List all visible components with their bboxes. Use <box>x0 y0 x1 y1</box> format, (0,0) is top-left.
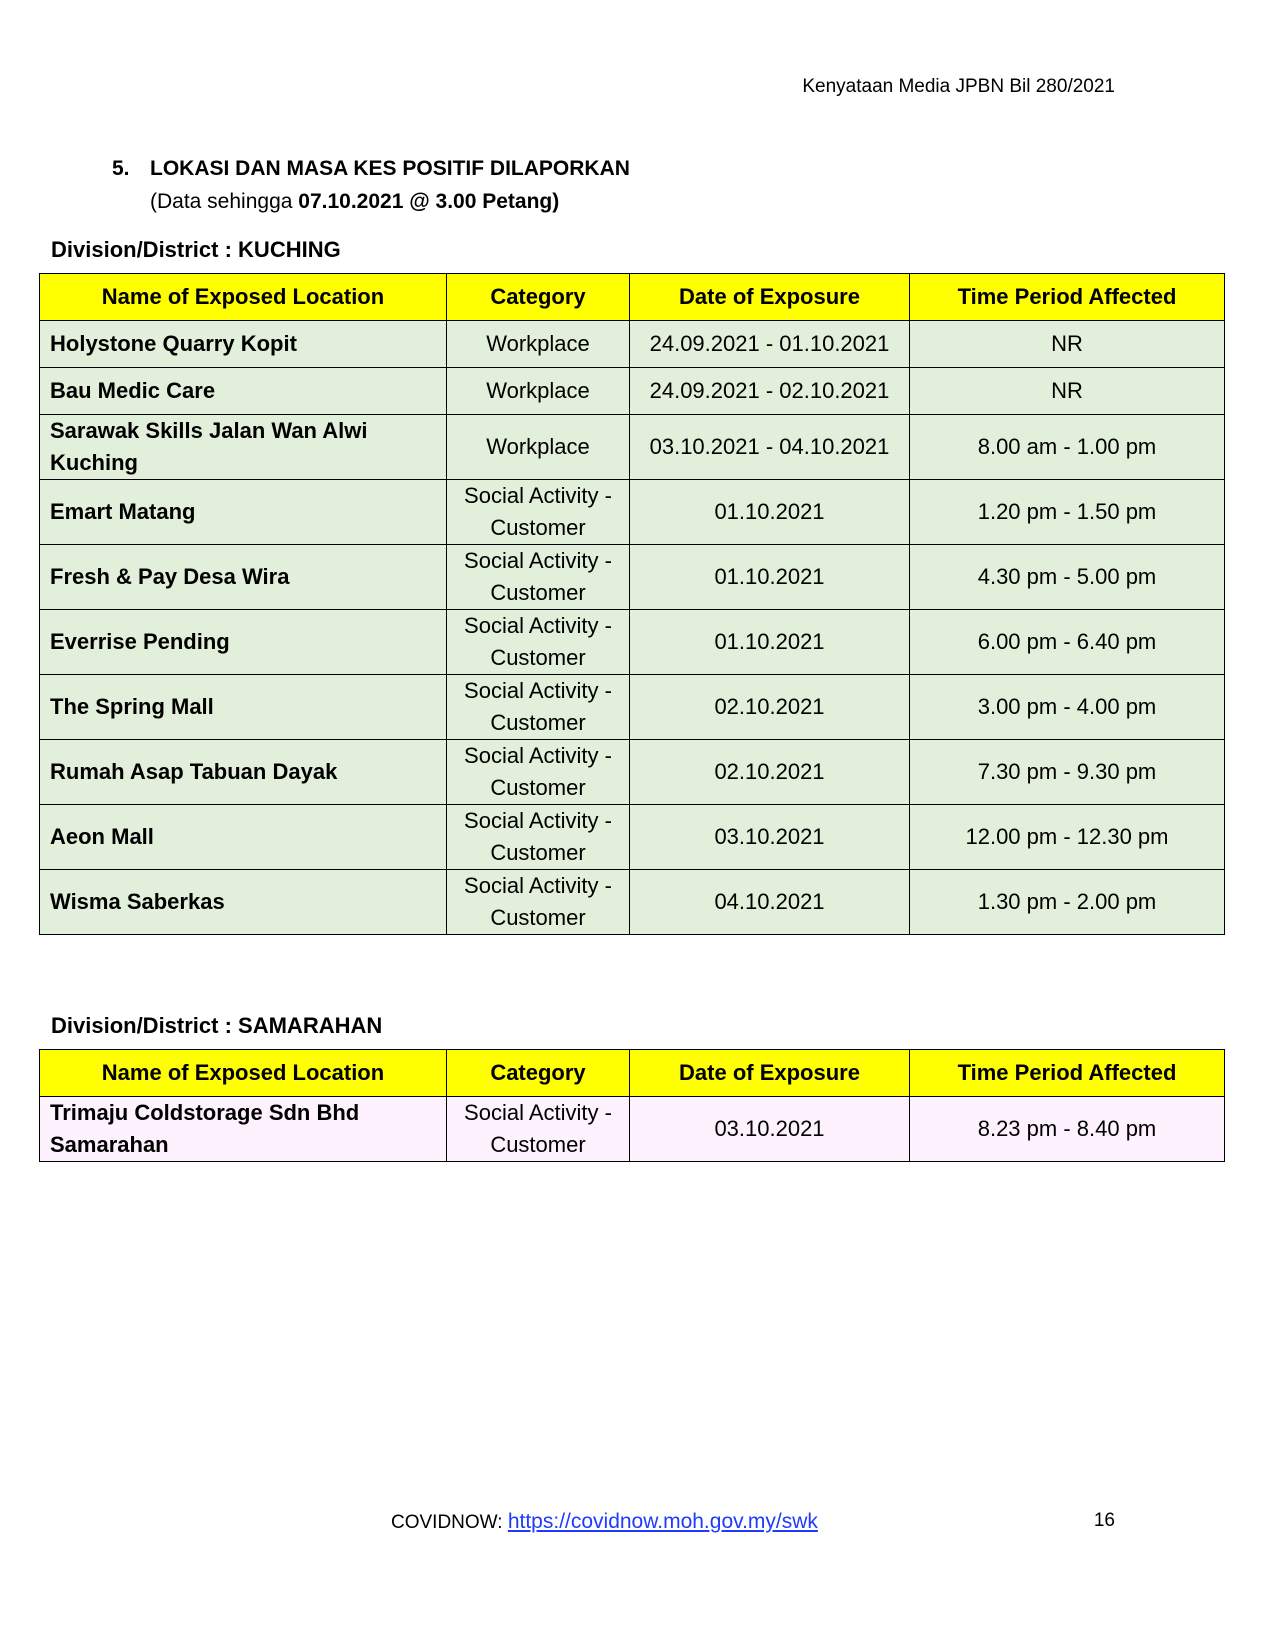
district-label-prefix: Division/District : <box>51 1013 239 1038</box>
column-header-time: Time Period Affected <box>910 274 1225 321</box>
date-cell: 03.10.2021 - 04.10.2021 <box>630 415 910 480</box>
time-cell: NR <box>910 368 1225 415</box>
category-cell: Social Activity - Customer <box>447 1097 630 1162</box>
time-cell: NR <box>910 321 1225 368</box>
location-cell: Fresh & Pay Desa Wira <box>40 545 447 610</box>
time-cell: 1.30 pm - 2.00 pm <box>910 870 1225 935</box>
district-label-prefix: Division/District : <box>51 237 239 262</box>
table-row <box>40 610 1225 675</box>
date-cell: 01.10.2021 <box>630 545 910 610</box>
category-cell: Social Activity - Customer <box>447 675 630 740</box>
category-cell: Workplace <box>447 415 630 480</box>
page-number: 16 <box>1093 1510 1115 1531</box>
column-header-date: Date of Exposure <box>630 1050 910 1097</box>
date-cell: 03.10.2021 <box>630 805 910 870</box>
location-cell: Bau Medic Care <box>40 368 447 415</box>
location-cell: Trimaju Coldstorage Sdn Bhd Samarahan <box>40 1097 447 1162</box>
table-row <box>40 675 1225 740</box>
date-cell: 24.09.2021 - 02.10.2021 <box>630 368 910 415</box>
column-header-time: Time Period Affected <box>910 1050 1225 1097</box>
category-cell: Social Activity - Customer <box>447 740 630 805</box>
section-number: 5. <box>112 157 130 180</box>
time-cell: 8.23 pm - 8.40 pm <box>910 1097 1225 1162</box>
district-name: KUCHING <box>238 237 341 262</box>
district-label-samarahan <box>51 1013 382 1039</box>
table-row <box>40 1097 1225 1162</box>
column-header-location: Name of Exposed Location <box>40 1050 447 1097</box>
category-cell: Social Activity - Customer <box>447 480 630 545</box>
table-row <box>40 321 1225 368</box>
location-cell: Rumah Asap Tabuan Dayak <box>40 740 447 805</box>
column-header-category: Category <box>447 274 630 321</box>
section-subtitle <box>150 190 559 214</box>
location-cell: Holystone Quarry Kopit <box>40 321 447 368</box>
samarahan-exposure-table <box>39 1049 1225 1162</box>
date-cell: 04.10.2021 <box>630 870 910 935</box>
subtitle-prefix: (Data sehingga <box>150 190 299 213</box>
time-cell: 12.00 pm - 12.30 pm <box>910 805 1225 870</box>
section-title: LOKASI DAN MASA KES POSITIF DILAPORKAN <box>150 157 630 180</box>
table-row <box>40 415 1225 480</box>
table-row <box>40 480 1225 545</box>
district-name: SAMARAHAN <box>238 1013 383 1038</box>
table-row <box>40 805 1225 870</box>
kuching-exposure-table <box>39 273 1225 935</box>
date-cell: 24.09.2021 - 01.10.2021 <box>630 321 910 368</box>
location-cell: Wisma Saberkas <box>40 870 447 935</box>
subtitle-date: 07.10.2021 @ 3.00 Petang) <box>298 190 560 213</box>
category-cell: Social Activity - Customer <box>447 805 630 870</box>
location-cell: Everrise Pending <box>40 610 447 675</box>
column-header-date: Date of Exposure <box>630 274 910 321</box>
date-cell: 01.10.2021 <box>630 610 910 675</box>
time-cell: 7.30 pm - 9.30 pm <box>910 740 1225 805</box>
document-reference: Kenyataan Media JPBN Bil 280/2021 <box>802 76 1115 97</box>
category-cell: Social Activity - Customer <box>447 545 630 610</box>
footer-label: COVIDNOW: <box>391 1512 508 1533</box>
date-cell: 02.10.2021 <box>630 740 910 805</box>
column-header-category: Category <box>447 1050 630 1097</box>
time-cell: 4.30 pm - 5.00 pm <box>910 545 1225 610</box>
time-cell: 8.00 am - 1.00 pm <box>910 415 1225 480</box>
section-heading <box>112 157 630 181</box>
date-cell: 01.10.2021 <box>630 480 910 545</box>
table-row <box>40 870 1225 935</box>
table-row <box>40 740 1225 805</box>
date-cell: 02.10.2021 <box>630 675 910 740</box>
category-cell: Social Activity - Customer <box>447 870 630 935</box>
location-cell: The Spring Mall <box>40 675 447 740</box>
footer-source <box>391 1510 818 1534</box>
table-header-row <box>40 274 1225 321</box>
table-header-row <box>40 1050 1225 1097</box>
category-cell: Workplace <box>447 368 630 415</box>
table-row <box>40 368 1225 415</box>
district-label-kuching <box>51 237 341 263</box>
category-cell: Workplace <box>447 321 630 368</box>
table-row <box>40 545 1225 610</box>
time-cell: 6.00 pm - 6.40 pm <box>910 610 1225 675</box>
location-cell: Sarawak Skills Jalan Wan Alwi Kuching <box>40 415 447 480</box>
category-cell: Social Activity - Customer <box>447 610 630 675</box>
date-cell: 03.10.2021 <box>630 1097 910 1162</box>
covidnow-link[interactable]: https://covidnow.moh.gov.my/swk <box>507 1510 818 1533</box>
column-header-location: Name of Exposed Location <box>40 274 447 321</box>
time-cell: 3.00 pm - 4.00 pm <box>910 675 1225 740</box>
time-cell: 1.20 pm - 1.50 pm <box>910 480 1225 545</box>
location-cell: Emart Matang <box>40 480 447 545</box>
location-cell: Aeon Mall <box>40 805 447 870</box>
